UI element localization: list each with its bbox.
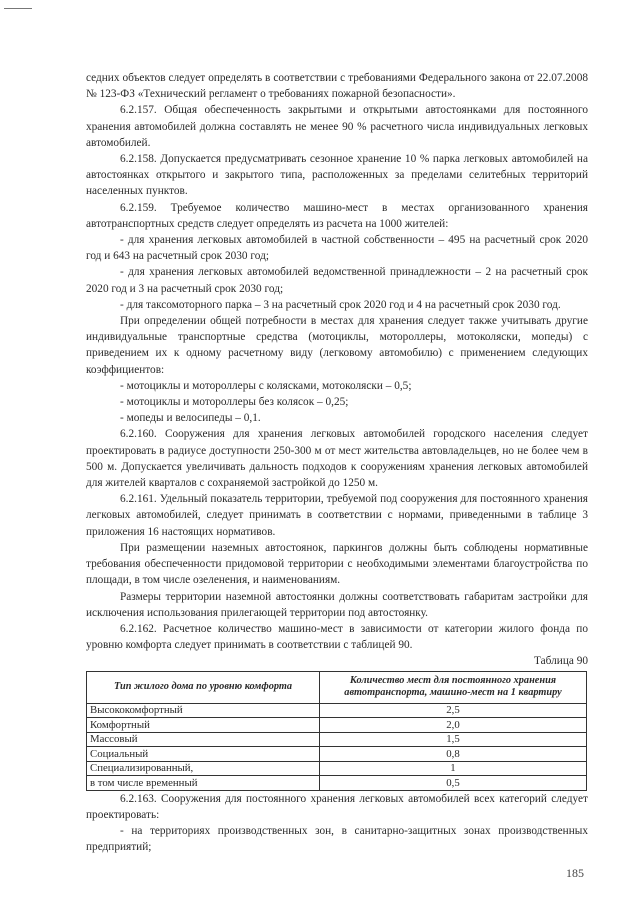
- list-item: - для хранения легковых автомобилей ведомственной принадлежности – 2 на расчетный срок 2020 год и 3 на расчетный срок 2030 год;: [86, 266, 588, 295]
- paragraph-6-2-157-text: 6.2.157. Общая обеспеченность закрытыми и открытыми автостоянками для постоянного хранения автомобилей должна составлять не менее 90 % расчетного числа индивидуальных легковых автомобилей.: [86, 104, 588, 149]
- page-number: 185: [566, 866, 584, 880]
- cell-type: в том числе временный: [87, 776, 320, 791]
- paragraph-6-2-159: 6.2.159. Требуемое количество машино-мест в местах организованного хранения автотранспортных средств следует определять из расчета на 1000 жителей:: [86, 201, 588, 230]
- paragraph-6-2-158: 6.2.158. Допускается предусматривать сезонное хранение 10 % парка легковых автомобилей на автостоянках открытого и закрытого типа, расположенных за пределами селитебных территорий населенных пунктов.: [86, 153, 588, 198]
- cell-type: Массовый: [87, 732, 320, 747]
- paragraph-6-2-157: [86, 102, 588, 151]
- paragraph: При определении общей потребности в местах для хранения следует также учитывать другие индивидуальные транспортные средства (мотоциклы, мотороллеры, мотоколяски, мопеды) с приведением их к одному расчетному виду (легковому автомобилю) с применением следующих коэффициентов:: [86, 315, 588, 376]
- list-item: - мопеды и велосипеды – 0,1.: [120, 412, 261, 425]
- cell-value: 0,5: [320, 776, 587, 791]
- table-row: [87, 732, 587, 747]
- table-row: [87, 761, 587, 776]
- paragraph-6-2-162: 6.2.162. Расчетное количество машино-мест в зависимости от категории жилого фонда по уровню комфорта следует принимать в соответствии с таблицей 90.: [86, 622, 588, 652]
- paragraph: седних объектов следует определять в соответствии с требованиями Федерального закона от 22.07.2008 № 123-ФЗ «Технический регламент о требованиях пожарной безопасности».: [86, 72, 588, 101]
- paragraph-6-2-163: 6.2.163. Сооружения для постоянного хранения легковых автомобилей всех категорий следует проектировать:: [86, 792, 588, 821]
- column-header-type: Тип жилого дома по уровню комфорта: [87, 671, 320, 703]
- cell-type: Комфортный: [87, 718, 320, 733]
- paragraph: При размещении наземных автостоянок, паркингов должны быть соблюдены нормативные требования обеспеченности придомовой территории с необходимыми элементами благоустройства по площади, в том числе озеленения, и наименованиям.: [86, 541, 588, 587]
- cell-value: 2,5: [320, 703, 587, 718]
- cell-type: Социальный: [87, 747, 320, 762]
- document-page: [86, 70, 588, 856]
- scan-mark: [4, 8, 32, 9]
- table-row: [87, 718, 587, 733]
- paragraph-6-2-161: 6.2.161. Удельный показатель территории, требуемой под сооружения для постоянного хранения легковых автомобилей, следует принимать в соответствии с нормами, приведенными в таблице 3 приложения 16 настоящих нормативов.: [86, 493, 588, 538]
- cell-value: 1: [320, 761, 587, 776]
- list-item: - для таксомоторного парка – 3 на расчетный срок 2020 год и 4 на расчетный срок 2030 год.: [120, 298, 561, 311]
- table-caption: Таблица 90: [534, 655, 588, 668]
- table-row: [87, 747, 587, 762]
- table-row: [87, 776, 587, 791]
- column-header-count: Количество мест для постоянного хранения автотранспорта, машино-мест на 1 квартиру: [320, 671, 587, 703]
- paragraph-6-2-160: 6.2.160. Сооружения для хранения легковых автомобилей городского населения следует проектировать в радиусе доступности 250-300 м от мест жительства автовладельцев, но не более чем в 500 м. Допускается увеличивать дальность подходов к сооружениям хранения легковых автомобилей для жителей кварталов с сохраняемой застройкой до 1250 м.: [86, 428, 588, 490]
- cell-value: 0,8: [320, 747, 587, 762]
- cell-type: Высококомфортный: [87, 703, 320, 718]
- list-item: - для хранения легковых автомобилей в частной собственности – 495 на расчетный срок 2020 год и 643 на расчетный срок 2030 год;: [86, 234, 588, 263]
- list-item: - мотоциклы и мотороллеры без колясок – 0,25;: [120, 396, 349, 409]
- table-row: [87, 703, 587, 718]
- table-header-row: [87, 671, 587, 703]
- list-item: - мотоциклы и мотороллеры с колясками, мотоколяски – 0,5;: [120, 379, 412, 392]
- cell-value: 1,5: [320, 732, 587, 747]
- cell-value: 2,0: [320, 718, 587, 733]
- list-item: - на территориях производственных зон, в санитарно-защитных зонах производственных предприятий;: [86, 825, 588, 854]
- table-90: [86, 671, 587, 791]
- cell-type: Специализированный,: [87, 761, 320, 776]
- paragraph: Размеры территории наземной автостоянки должны соответствовать габаритам застройки для исключения использования прилегающей территории под автостоянку.: [86, 590, 588, 619]
